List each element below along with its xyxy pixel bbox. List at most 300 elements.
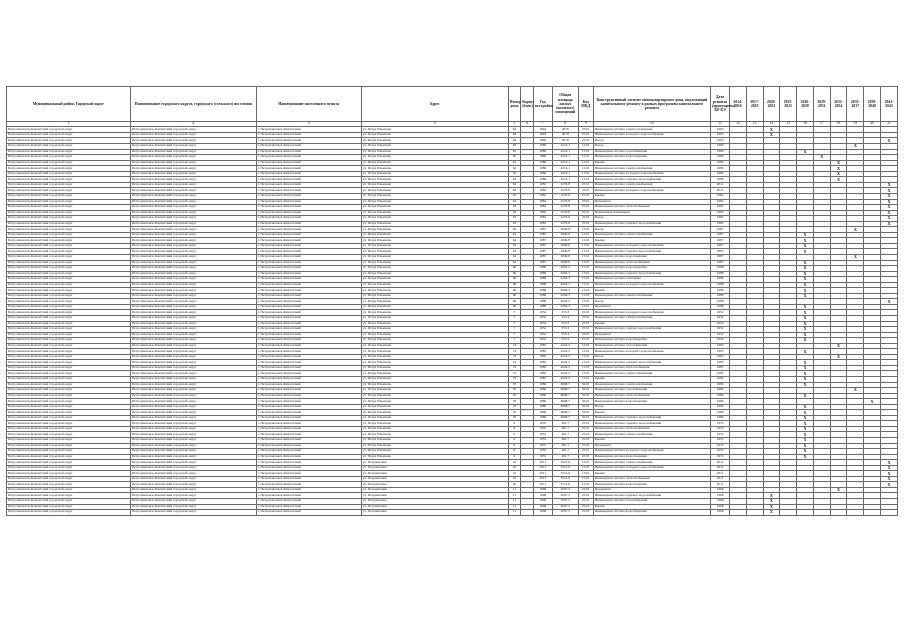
table-cell: 15.01 <box>578 299 593 305</box>
table-cell: Петропавловск-Камчатский городской округ <box>130 299 256 305</box>
column-header: Код МКД <box>578 87 593 122</box>
table-cell: г. Петропавловск-Камчатский <box>256 144 361 150</box>
table-cell: 6698.7 <box>552 410 578 416</box>
table-cell: Петропавловск-Камчатский городской округ <box>7 338 131 344</box>
table-cell: 74 <box>508 360 521 366</box>
table-cell: ул. Пограничная <box>361 465 508 471</box>
period-mark-cell <box>864 510 881 516</box>
table-cell: 1985 <box>533 377 552 383</box>
table-cell: Петропавловск-Камчатский городской округ <box>7 299 131 305</box>
table-cell: 15.01 <box>578 482 593 488</box>
table-cell: 6698.7 <box>552 393 578 399</box>
table-cell: 1986 <box>533 393 552 399</box>
period-mark-cell: X <box>847 254 864 260</box>
table-cell: г. Петропавловск-Камчатский <box>256 216 361 222</box>
table-cell: 1985 <box>533 371 552 377</box>
table-cell: 15.01 <box>578 465 593 471</box>
table-cell: Инженерная система водоотведения <box>593 254 711 260</box>
table-cell: 491.7 <box>552 443 578 449</box>
period-mark-cell: X <box>797 371 814 377</box>
table-cell: 1986 <box>533 177 552 183</box>
table-cell: Петропавловск-Камчатский городской округ <box>7 221 131 227</box>
column-index: 21 <box>881 122 898 127</box>
repair-date-cell: 1968 <box>711 510 730 516</box>
table-cell: Петропавловск-Камчатский городской округ <box>130 221 256 227</box>
column-header: 2020-2022 <box>763 87 780 122</box>
table-cell: 1986 <box>533 415 552 421</box>
table-cell: ул. Петра Ильичева <box>361 438 508 444</box>
table-cell: 1994 <box>533 132 552 138</box>
period-mark-cell: X <box>830 160 847 166</box>
repair-date-cell: 1982 <box>711 193 730 199</box>
period-mark-cell: X <box>881 460 898 466</box>
table-cell: 63 <box>508 188 521 194</box>
period-mark-cell: X <box>797 149 814 155</box>
table-cell: Инженерная система горячего водоснабжения <box>593 221 711 227</box>
table-cell: 25.01 <box>578 504 593 510</box>
period-mark-cell: X <box>763 493 780 499</box>
table-cell: 25.01 <box>578 426 593 432</box>
table-cell: 4224.5 <box>552 349 578 355</box>
period-mark-cell: X <box>797 365 814 371</box>
table-cell: Петропавловск-Камчатский городской округ <box>7 127 131 133</box>
period-mark-cell: X <box>797 338 814 344</box>
table-cell: ул. Пограничная <box>361 471 508 477</box>
table-cell: 63 <box>508 221 521 227</box>
table-cell: 1987 <box>533 243 552 249</box>
table-cell: г. Петропавловск-Камчатский <box>256 282 361 288</box>
table-cell: 7 <box>508 327 521 333</box>
repair-date-cell: 1986 <box>711 144 730 150</box>
table-cell: ул. Петра Ильичева <box>361 343 508 349</box>
table-cell: 64 <box>508 260 521 266</box>
period-mark-cell: X <box>797 282 814 288</box>
table-cell: г. Петропавловск-Камчатский <box>256 399 361 405</box>
table-cell: ул. Петра Ильичева <box>361 271 508 277</box>
table-cell: ул. Петра Ильичева <box>361 227 508 233</box>
table-cell: 1955 <box>533 443 552 449</box>
repair-date-cell: 1987 <box>711 254 730 260</box>
repair-date-cell: 2011 <box>711 460 730 466</box>
column-header: Общая площадь жилых (нежилых) помещений <box>552 87 578 122</box>
table-cell: 1988 <box>533 293 552 299</box>
period-mark-cell <box>746 510 763 516</box>
table-cell: 1982 <box>533 188 552 194</box>
table-cell: Петропавловск-Камчатский городской округ <box>7 471 131 477</box>
table-cell: 30.01 <box>578 388 593 394</box>
repair-date-cell: 1986 <box>711 171 730 177</box>
table-cell: 6264.3 <box>552 277 578 283</box>
table-cell: 9 <box>508 432 521 438</box>
table-cell: г. Петропавловск-Камчатский <box>256 288 361 294</box>
table-cell: 64 <box>508 254 521 260</box>
table-cell: 5512.6 <box>552 465 578 471</box>
table-cell: Инженерная система электроснабжения <box>593 232 711 238</box>
table-cell: 5512.6 <box>552 476 578 482</box>
table-cell: 30.01 <box>578 410 593 416</box>
table-cell: Петропавловск-Камчатский городской округ <box>130 266 256 272</box>
table-cell: Петропавловск-Камчатский городской округ <box>130 415 256 421</box>
repair-date-cell: 1952 <box>711 332 730 338</box>
table-cell: ул. Петра Ильичева <box>361 354 508 360</box>
table-cell: Петропавловск-Камчатский городской округ <box>7 382 131 388</box>
table-cell: ул. Петра Ильичева <box>361 177 508 183</box>
period-mark-cell: X <box>830 166 847 172</box>
repair-date-cell: 1968 <box>711 493 730 499</box>
table-cell: 5512.6 <box>552 482 578 488</box>
table-cell: 64 <box>508 127 521 133</box>
table-cell: Фундамент <box>593 304 711 310</box>
period-mark-cell: X <box>830 171 847 177</box>
table-cell: Петропавловск-Камчатский городской округ <box>7 360 131 366</box>
table-cell: ул. Пограничная <box>361 504 508 510</box>
table-cell: г. Петропавловск-Камчатский <box>256 132 361 138</box>
table-cell: Инженерная система горячего водоснабжения <box>593 249 711 255</box>
table-cell: Петропавловск-Камчатский городской округ <box>130 321 256 327</box>
table-cell: Петропавловск-Камчатский городской округ <box>130 421 256 427</box>
table-cell: г. Петропавловск-Камчатский <box>256 304 361 310</box>
repair-date-cell: 1985 <box>711 365 730 371</box>
table-cell: Инженерная система электроснабжения <box>593 293 711 299</box>
table-cell: 66 <box>508 271 521 277</box>
period-mark-cell: X <box>797 327 814 333</box>
table-cell: 2270.8 <box>552 216 578 222</box>
repair-date-cell: 1988 <box>711 271 730 277</box>
period-mark-cell: X <box>797 315 814 321</box>
capital-repair-table <box>6 86 898 516</box>
table-cell: Петропавловск-Камчатский городской округ <box>7 171 131 177</box>
column-index: 14 <box>763 122 780 127</box>
column-header: Номер дома <box>508 87 521 122</box>
table-cell: Инженерная система горячего водоснабжения <box>593 493 711 499</box>
table-cell: Подвальные помещения <box>593 210 711 216</box>
table-cell: г. Петропавловск-Камчатский <box>256 243 361 249</box>
period-mark-cell: X <box>763 504 780 510</box>
table-cell: 1982 <box>533 182 552 188</box>
table-cell: г. Петропавловск-Камчатский <box>256 310 361 316</box>
table-cell: 15.01 <box>578 166 593 172</box>
period-mark-cell: X <box>881 193 898 199</box>
period-mark-cell: X <box>881 199 898 205</box>
repair-date-cell: 1986 <box>711 393 730 399</box>
table-cell: Петропавловск-Камчатский городской округ <box>7 460 131 466</box>
period-mark-cell: X <box>847 144 864 150</box>
table-cell: Петропавловск-Камчатский городской округ <box>130 144 256 150</box>
table-cell: 1955 <box>533 432 552 438</box>
table-cell: г. Петропавловск-Камчатский <box>256 327 361 333</box>
repair-date-cell: 1988 <box>711 277 730 283</box>
table-cell: 1985 <box>533 360 552 366</box>
table-cell: 1955 <box>533 438 552 444</box>
table-cell: ул. Петра Ильичева <box>361 282 508 288</box>
table-cell: Петропавловск-Камчатский городской округ <box>7 149 131 155</box>
table-cell: Петропавловск-Камчатский городской округ <box>130 371 256 377</box>
table-cell: 1987 <box>533 249 552 255</box>
table-cell: Петропавловск-Камчатский городской округ <box>130 327 256 333</box>
table-cell: Петропавловск-Камчатский городской округ <box>7 266 131 272</box>
table-cell: Петропавловск-Камчатский городской округ <box>7 454 131 460</box>
table-cell: 62 <box>508 160 521 166</box>
table-cell: 1987 <box>533 254 552 260</box>
table-cell: ул. Петра Ильичева <box>361 249 508 255</box>
table-cell: 15.01 <box>578 304 593 310</box>
table-cell: ул. Петра Ильичева <box>361 210 508 216</box>
table-cell: г. Петропавловск-Камчатский <box>256 438 361 444</box>
table-cell: 553.3 <box>552 315 578 321</box>
table-cell: г. Петропавловск-Камчатский <box>256 388 361 394</box>
column-index: 8 <box>552 122 578 127</box>
table-cell: Инженерная система холодного водоснабжения <box>593 282 711 288</box>
table-cell: ул. Петра Ильичева <box>361 426 508 432</box>
table-cell: 25.01 <box>578 327 593 333</box>
column-header: 2041-2043 <box>881 87 898 122</box>
period-mark-cell: X <box>797 438 814 444</box>
table-cell: 25.01 <box>578 338 593 344</box>
table-cell: г. Петропавловск-Камчатский <box>256 487 361 493</box>
table-cell: 25.01 <box>578 454 593 460</box>
table-cell: 62 <box>508 166 521 172</box>
table-cell: ул. Петра Ильичева <box>361 299 508 305</box>
table-cell: 76 <box>508 399 521 405</box>
table-cell: 15.01 <box>578 155 593 161</box>
table-cell: 25.01 <box>578 438 593 444</box>
table-cell: Петропавловск-Камчатский городской округ <box>7 260 131 266</box>
table-cell: 15.01 <box>578 343 593 349</box>
table-cell: Крыша <box>593 377 711 383</box>
table-cell: Петропавловск-Камчатский городской округ <box>130 426 256 432</box>
table-cell: 74 <box>508 377 521 383</box>
table-cell: 2270.8 <box>552 188 578 194</box>
table-cell: Петропавловск-Камчатский городской округ <box>130 510 256 516</box>
table-cell: Инженерная система водоотведения <box>593 454 711 460</box>
table-cell: 66 <box>508 288 521 294</box>
table-cell: г. Петропавловск-Камчатский <box>256 271 361 277</box>
table-cell: 491.7 <box>552 438 578 444</box>
table-cell: Петропавловск-Камчатский городской округ <box>7 493 131 499</box>
table-cell: 63 <box>508 216 521 222</box>
table-cell: 9 <box>508 426 521 432</box>
table-cell: Инженерная система горячего водоснабжения <box>593 360 711 366</box>
table-cell: ул. Петра Ильичева <box>361 332 508 338</box>
table-cell: 15.01 <box>578 349 593 355</box>
period-mark-cell: X <box>797 432 814 438</box>
table-cell: 15.01 <box>578 282 593 288</box>
table-cell: Инженерная система теплоснабжения <box>593 260 711 266</box>
table-cell: Петропавловск-Камчатский городской округ <box>130 188 256 194</box>
period-mark-cell: X <box>881 205 898 211</box>
column-index: 4 <box>361 122 508 127</box>
column-header: Адрес <box>361 87 508 122</box>
period-mark-cell: X <box>830 354 847 360</box>
table-cell: Петропавловск-Камчатский городской округ <box>7 315 131 321</box>
table-cell: 4216.1 <box>552 171 578 177</box>
period-mark-cell: X <box>813 155 830 161</box>
table-cell: Петропавловск-Камчатский городской округ <box>130 177 256 183</box>
table-cell: Инженерная система холодного водоснабжения <box>593 132 711 138</box>
table-cell: г. Петропавловск-Камчатский <box>256 343 361 349</box>
table-cell: г. Петропавловск-Камчатский <box>256 138 361 144</box>
column-header: Корпус (блок) <box>521 87 534 122</box>
table-cell: 9 <box>508 454 521 460</box>
repair-date-cell: 1968 <box>711 504 730 510</box>
table-cell: Петропавловск-Камчатский городской округ <box>7 465 131 471</box>
period-mark-cell: X <box>881 210 898 216</box>
table-cell: г. Петропавловск-Камчатский <box>256 393 361 399</box>
repair-date-cell: 2011 <box>711 471 730 477</box>
table-cell: Инженерная система холодного водоснабжения <box>593 310 711 316</box>
table-cell: Петропавловск-Камчатский городской округ <box>7 377 131 383</box>
table-cell: 1988 <box>533 282 552 288</box>
table-cell: Петропавловск-Камчатский городской округ <box>130 249 256 255</box>
table-cell: ул. Петра Ильичева <box>361 371 508 377</box>
table-cell: 4224.5 <box>552 371 578 377</box>
repair-date-cell: 1955 <box>711 454 730 460</box>
table-cell: 553.3 <box>552 327 578 333</box>
table-cell: 2849.8 <box>552 232 578 238</box>
table-cell: ул. Петра Ильичева <box>361 205 508 211</box>
table-cell: 63 <box>508 210 521 216</box>
table-cell: г. Петропавловск-Камчатский <box>256 471 361 477</box>
period-mark-cell: X <box>797 393 814 399</box>
period-mark-cell: X <box>797 410 814 416</box>
column-header: 2026-2028 <box>797 87 814 122</box>
table-cell: 10 <box>508 460 521 466</box>
table-cell: 1986 <box>533 160 552 166</box>
table-cell: ул. Петра Ильичева <box>361 288 508 294</box>
table-cell: Петропавловск-Камчатский городской округ <box>7 426 131 432</box>
column-index: 13 <box>746 122 763 127</box>
table-cell: Инженерная система холодного водоснабжения <box>593 188 711 194</box>
table-cell: ул. Петра Ильичева <box>361 160 508 166</box>
column-index: 10 <box>593 122 711 127</box>
table-cell: 2097.5 <box>552 504 578 510</box>
repair-date-cell: 1982 <box>711 205 730 211</box>
repair-date-cell: 1986 <box>711 382 730 388</box>
table-cell: 2011 <box>533 465 552 471</box>
table-cell: 4224.5 <box>552 354 578 360</box>
column-header: Дата ремонта (пропущены) КР КЭ <box>711 87 730 122</box>
table-cell: Крыша <box>593 321 711 327</box>
table-cell: 553.3 <box>552 332 578 338</box>
column-index: 2 <box>130 122 256 127</box>
table-cell: 1955 <box>533 454 552 460</box>
period-mark-cell <box>830 510 847 516</box>
table-cell: Фасад <box>593 216 711 222</box>
table-cell: ул. Петра Ильичева <box>361 393 508 399</box>
column-index: 19 <box>847 122 864 127</box>
period-mark-cell: X <box>763 499 780 505</box>
table-cell: Инженерная система электроснабжения <box>593 432 711 438</box>
table-cell: 491.7 <box>552 426 578 432</box>
table-cell: Инженерная система холодного водоснабжения <box>593 171 711 177</box>
table-cell: 491.7 <box>552 449 578 455</box>
table-cell: Инженерная система газоснабжения <box>593 499 711 505</box>
table-cell: 1952 <box>533 315 552 321</box>
table-cell: Петропавловск-Камчатский городской округ <box>7 510 131 516</box>
repair-date-cell: 1988 <box>711 299 730 305</box>
period-mark-cell: X <box>830 177 847 183</box>
table-cell: ул. Петра Ильичева <box>361 266 508 272</box>
repair-date-cell: 2011 <box>711 476 730 482</box>
table-cell: Петропавловск-Камчатский городской округ <box>130 227 256 233</box>
table-cell: г. Петропавловск-Камчатский <box>256 193 361 199</box>
table-cell: 9 <box>508 449 521 455</box>
table-cell: г. Петропавловск-Камчатский <box>256 365 361 371</box>
table-cell: 1955 <box>533 426 552 432</box>
table-cell: 553.3 <box>552 321 578 327</box>
table-cell: 2011 <box>533 482 552 488</box>
table-cell: 66 <box>508 293 521 299</box>
table-cell: 2849.8 <box>552 238 578 244</box>
table-cell: 1986 <box>533 382 552 388</box>
table-cell: 25.01 <box>578 332 593 338</box>
table-cell: Инженерная система электроснабжения <box>593 382 711 388</box>
table-cell: г. Петропавловск-Камчатский <box>256 171 361 177</box>
table-cell: Петропавловск-Камчатский городской округ <box>130 205 256 211</box>
table-cell: 1968 <box>533 493 552 499</box>
table-cell: Инженерная система водоотведения <box>593 482 711 488</box>
period-mark-cell: X <box>797 415 814 421</box>
table-cell: Петропавловск-Камчатский городской округ <box>7 177 131 183</box>
table-cell: г. Петропавловск-Камчатский <box>256 160 361 166</box>
table-cell: Петропавловск-Камчатский городской округ <box>7 321 131 327</box>
table-cell: 15.01 <box>578 360 593 366</box>
table-cell: Петропавловск-Камчатский городской округ <box>130 465 256 471</box>
repair-date-cell: 1988 <box>711 282 730 288</box>
table-cell: Петропавловск-Камчатский городской округ <box>130 399 256 405</box>
table-cell: 25.01 <box>578 205 593 211</box>
table-cell: 1982 <box>533 221 552 227</box>
table-cell: 15.01 <box>578 377 593 383</box>
table-cell: ул. Петра Ильичева <box>361 232 508 238</box>
table-cell: 4216.1 <box>552 177 578 183</box>
table-cell: Петропавловск-Камчатский городской округ <box>130 232 256 238</box>
table-cell: ул. Петра Ильичева <box>361 144 508 150</box>
repair-date-cell: 1986 <box>711 404 730 410</box>
table-cell: Петропавловск-Камчатский городской округ <box>7 293 131 299</box>
table-cell: г. Петропавловск-Камчатский <box>256 188 361 194</box>
table-cell: 6264.3 <box>552 299 578 305</box>
repair-date-cell: 1986 <box>711 160 730 166</box>
table-cell: Крыша <box>593 504 711 510</box>
table-cell: 491.7 <box>552 454 578 460</box>
table-cell: 15.01 <box>578 227 593 233</box>
table-cell: Инженерная система теплоснабжения <box>593 205 711 211</box>
table-cell: Инженерная система газоснабжения <box>593 388 711 394</box>
table-cell: Петропавловск-Камчатский городской округ <box>7 166 131 172</box>
table-cell: Петропавловск-Камчатский городской округ <box>7 243 131 249</box>
table-cell: г. Петропавловск-Камчатский <box>256 238 361 244</box>
table-cell: 2849.8 <box>552 227 578 233</box>
table-cell: г. Петропавловск-Камчатский <box>256 504 361 510</box>
period-mark-cell: X <box>797 332 814 338</box>
repair-date-cell: 1952 <box>711 315 730 321</box>
table-cell: 25.01 <box>578 421 593 427</box>
table-cell: 11 <box>508 510 521 516</box>
period-mark-cell: X <box>797 321 814 327</box>
table-cell: 30.01 <box>578 382 593 388</box>
table-cell: Петропавловск-Камчатский городской округ <box>7 482 131 488</box>
table-cell: 15.01 <box>578 471 593 477</box>
column-header: 2023-2025 <box>780 87 797 122</box>
repair-date-cell: 1982 <box>711 199 730 205</box>
repair-date-cell: 1987 <box>711 227 730 233</box>
table-cell: ул. Пограничная <box>361 510 508 516</box>
table-cell: 15.01 <box>578 354 593 360</box>
table-cell: 62 <box>508 149 521 155</box>
table-cell: г. Петропавловск-Камчатский <box>256 510 361 516</box>
table-cell: ул. Петра Ильичева <box>361 327 508 333</box>
